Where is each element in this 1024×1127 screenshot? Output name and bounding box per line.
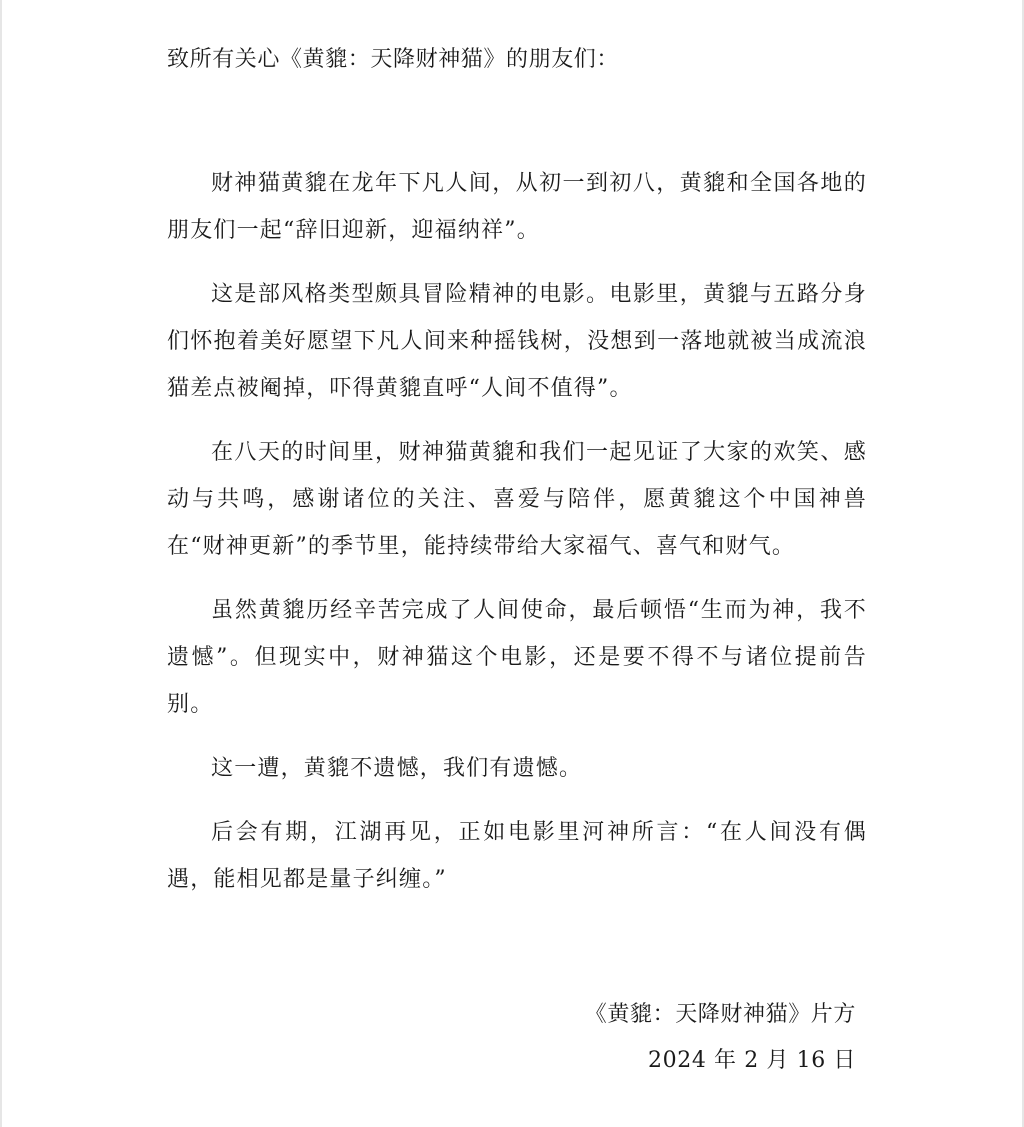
date-line: 2024 年 2 月 16 日 (648, 1048, 856, 1073)
paragraph-1: 财神猫黄貔在龙年下凡人间，从初一到初八，黄貔和全国各地的朋友们一起“辞旧迎新，迎福纳祥”。 (167, 171, 867, 243)
paragraph-6: 后会有期，江湖再见，正如电影里河神所言：“在人间没有偶遇，能相见都是量子纠缠。” (167, 820, 867, 892)
paragraph-4: 虽然黄貔历经辛苦完成了人间使命，最后顿悟“生而为神，我不遗憾”。但现实中，财神猫这个电影，还是要不得不与诸位提前告别。 (167, 598, 867, 717)
salutation: 致所有关心《黄貔：天降财神猫》的朋友们： (167, 47, 620, 72)
paragraph-2: 这是部风格类型颇具冒险精神的电影。电影里，黄貔与五路分身们怀抱着美好愿望下凡人间来种摇钱树，没想到一落地就被当成流浪猫差点被阉掉，吓得黄貔直呼“人间不值得”。 (167, 282, 867, 401)
paragraph-3: 在八天的时间里，财神猫黄貔和我们一起见证了大家的欢笑、感动与共鸣，感谢诸位的关注、喜爱与陪伴，愿黄貔这个中国神兽在“财神更新”的季节里，能持续带给大家福气、喜气和财气。 (167, 440, 867, 559)
signature-line: 《黄貔：天降财神猫》片方 (584, 1002, 856, 1027)
signature-block (585, 992, 856, 1084)
letter-body (167, 36, 867, 920)
paragraph-5: 这一遭，黄貔不遗憾，我们有遗憾。 (211, 756, 583, 781)
